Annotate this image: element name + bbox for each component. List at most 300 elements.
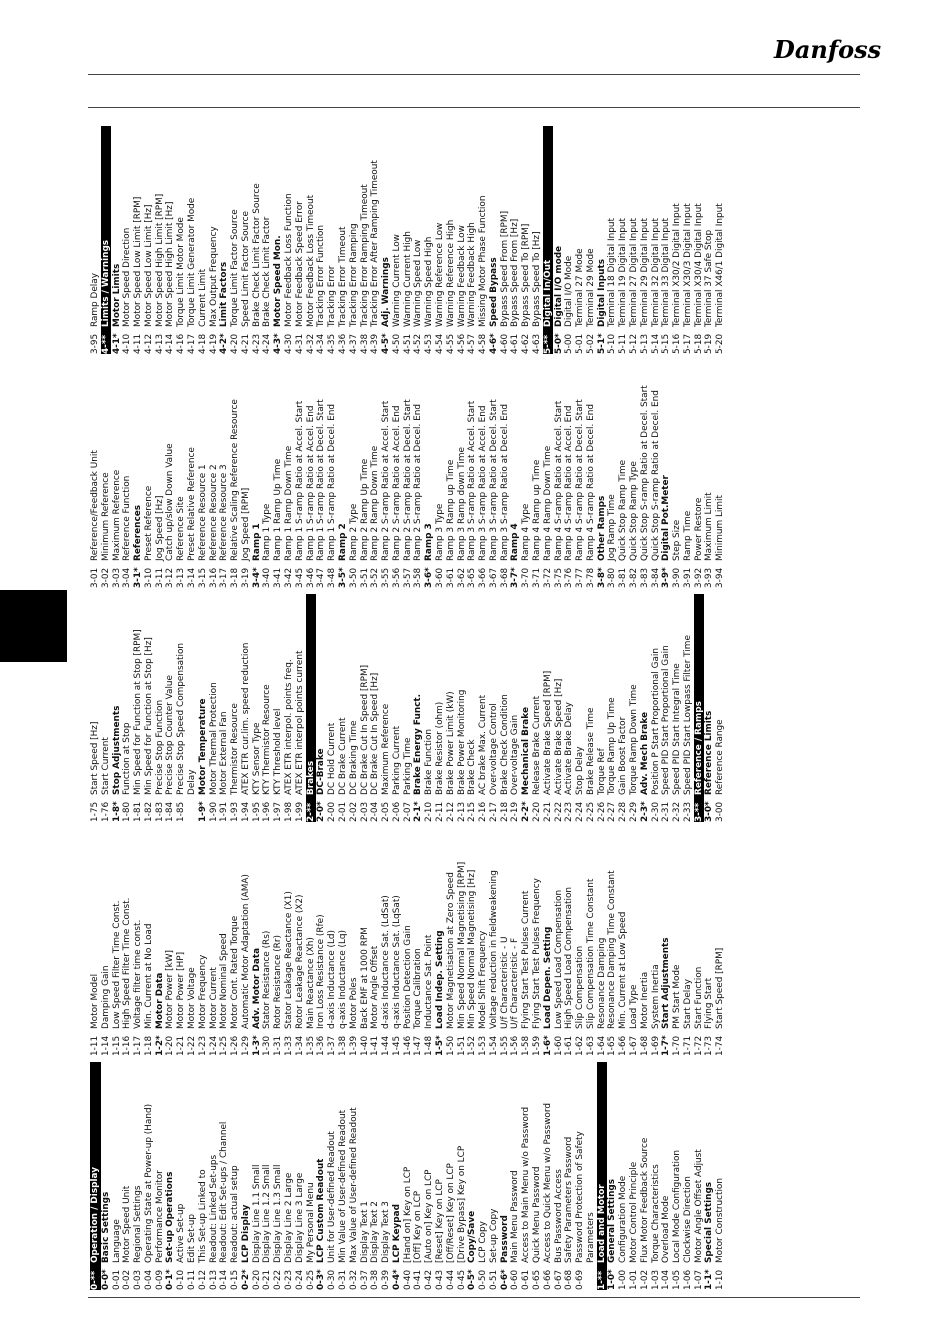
parameter-row [618,594,629,822]
parameter-number: 2-20 [531,801,542,822]
parameter-name: Position P Start Proportional Gain [650,648,661,795]
parameter-number: 3-65 [467,567,478,588]
parameter-row [209,126,220,354]
parameter-row [564,126,575,354]
parameter-number: 5-12 [629,333,639,354]
parameter-number: 3-02 [100,567,111,588]
parameter-name: Brake Check Limit Factor [262,216,273,327]
parameter-name: Resonance Damping Time Constant [607,870,618,1029]
parameter-row [629,828,640,1056]
parameter-number: 5-00 [564,333,575,354]
parameter-number: 3-83 [639,567,650,588]
parameter-row [133,594,144,822]
parameter-name: Edit Set-up [187,1213,198,1263]
parameter-number: 1-52 [467,1035,478,1056]
parameter-name: Motor Speed High Limit [RPM] [154,193,165,327]
parameter-name: Rotor Leakage Reactance (X2) [294,894,305,1029]
parameter-number: 1-30 [262,1035,273,1056]
parameter-name: Display Line 3 Large [294,1172,305,1263]
parameter-number: 0-14 [219,1269,230,1290]
parameter-name: Motor Poles [348,977,359,1029]
parameter-name: Quick Stop S-ramp Ratio at Decel. End [650,390,661,561]
parameter-number: 1-98 [284,801,295,822]
parameter-row [187,594,198,822]
parameter-row [694,360,705,588]
parameter-row [295,594,306,822]
parameter-number: 1-90 [208,801,219,822]
parameter-number: 4-1* [111,333,122,354]
parameter-number: 3-93 [704,567,715,588]
parameter-row [273,360,284,588]
parameter-number: 2-16 [478,801,489,822]
parameter-row [694,1062,705,1290]
parameter-row [122,828,133,1056]
parameter-name: Motor Frequency [197,954,208,1029]
parameter-row [715,828,726,1056]
parameter-name: Quick Stop Ramp Type [629,461,639,561]
parameter-list-table [90,120,860,1290]
parameter-number: 1-34 [294,1035,305,1056]
parameter-name: Terminal X30/2 Digital Input [672,203,683,327]
parameter-number: 1-0* [607,1269,618,1290]
parameter-row [586,594,597,822]
parameter-name: Terminal 27 Mode [575,248,586,327]
parameter-name: Quick Stop S-ramp Ratio at Decel. Start [639,385,650,561]
parameter-name: Terminal 32 Digital Input [650,217,661,327]
parameter-row [241,594,252,822]
parameter-number: 4-50 [391,333,402,354]
parameter-name: Brake Energy Funct. [413,693,424,795]
parameter-column-4 [90,358,860,588]
parameter-row [629,126,640,354]
parameter-name: Ramp 4 S-ramp Ratio at Accel. End [564,405,575,561]
parameter-row [187,360,198,588]
parameter-row [521,126,532,354]
parameter-row [457,828,468,1056]
parameter-name: Minimum Limit [715,495,726,561]
parameter-name: Slip Compensation [575,945,586,1029]
parameter-number: 3-9* [661,567,672,588]
parameter-number: 0-24 [294,1269,305,1290]
parameter-number: 0-10 [176,1269,187,1290]
parameter-row [284,360,295,588]
parameter-number: 0-03 [133,1269,144,1290]
parameter-name: Quick Stop Ramp Time [618,459,629,561]
subgroup-header-row [241,1062,252,1290]
parameter-number: 1-15 [111,1035,122,1056]
parameter-row [112,828,123,1056]
parameter-number: 1-37 [327,1035,338,1056]
parameter-number: 1-48 [424,1035,435,1056]
parameter-number: 1-23 [197,1035,208,1056]
parameter-name: Jog Ramp Time [607,494,618,561]
parameter-row [122,1062,133,1290]
chapter-tab [0,590,67,662]
parameter-row [122,126,133,354]
parameter-number: 3-8* [596,567,607,588]
parameter-name: Parking Time [402,737,413,795]
parameter-number: 1-96 [262,801,273,822]
parameter-number: 3-** [693,802,704,822]
parameter-number: 0-37 [359,1269,370,1290]
parameter-number: 1-55 [499,1035,510,1056]
parameter-number: 1-51 [456,1035,467,1056]
subgroup-header-row [413,594,424,822]
parameter-row [564,1062,575,1290]
parameter-name: Brake Check Condition [499,694,510,795]
parameter-row [575,360,586,588]
parameter-number: 3-95 [90,333,100,354]
parameter-row [112,360,123,588]
parameter-row [90,594,101,822]
parameter-row [295,828,306,1056]
parameter-name: Jog Speed [RPM] [240,487,251,561]
parameter-number: 1-35 [305,1035,316,1056]
parameter-row [554,594,565,822]
parameter-number: 2-28 [618,801,629,822]
parameter-row [403,828,414,1056]
parameter-row [155,126,166,354]
parameter-name: Motor Speed Mon. [273,235,284,327]
subgroup-header-row [500,1062,511,1290]
parameter-number: 3-41 [273,567,284,588]
parameter-name: Min Speed for Function at Stop [Hz] [143,637,154,795]
parameter-row [510,126,521,354]
parameter-number: 2-19 [510,801,521,822]
parameter-number: 1-9* [197,801,208,822]
parameter-name: Local Mode Configuration [672,1149,683,1263]
parameter-row [198,828,209,1056]
parameter-name: System Inertia [650,964,661,1029]
parameter-number: 2-29 [629,801,639,822]
parameter-row [101,828,112,1056]
parameter-name: Language [111,1219,122,1263]
parameter-row [327,126,338,354]
parameter-number: 0-41 [413,1269,424,1290]
parameter-number: 3-61 [445,567,456,588]
parameter-name: Torque Ref [596,748,607,795]
parameter-number: 1-84 [165,801,176,822]
parameter-number: 1-64 [596,1035,607,1056]
parameter-name: Ramp 1 S-ramp Ratio at Decel. End [327,404,338,561]
parameter-row [273,828,284,1056]
parameter-name: Start Speed [Hz] [90,721,100,795]
parameter-row [209,594,220,822]
parameter-name: Warning Reference Low [434,222,445,327]
parameter-number: 5-1* [596,333,607,354]
parameter-number: 3-76 [564,567,575,588]
parameter-number: 3-78 [585,567,596,588]
parameter-name: [Reset] Key on LCP [434,1179,445,1263]
parameter-row [306,828,317,1056]
parameter-number: 4-62 [521,333,532,354]
parameter-number: 3-81 [618,567,629,588]
parameter-name: Parking Current [391,725,402,795]
parameter-row [90,126,101,354]
parameter-row [295,1062,306,1290]
parameter-row [230,828,241,1056]
parameter-name: Delay [187,769,198,795]
parameter-name: Function at Stop [122,722,133,795]
parameter-number: 1-26 [230,1035,241,1056]
parameter-name: Digital In/Out [542,259,553,327]
parameter-row [370,594,381,822]
parameter-name: Ramp 1 Ramp Down Time [284,445,295,561]
parameter-number: 1-39 [348,1035,359,1056]
parameter-name: Bus Password Access [553,1169,564,1263]
parameter-number: 1-95 [251,801,262,822]
parameter-name: Min. Current at No Load [143,923,154,1029]
parameter-name: Start Delay [682,979,693,1029]
parameter-number: 5-13 [639,333,650,354]
parameter-number: 1-71 [682,1035,693,1056]
parameter-name: Terminal X30/3 Digital Input [682,203,693,327]
parameter-row [446,594,457,822]
subgroup-header-row [661,360,672,588]
parameter-row [607,126,618,354]
parameter-row [144,360,155,588]
parameter-number: 2-32 [672,801,683,822]
parameter-name: Reference Site [176,496,187,561]
parameter-number: 4-10 [122,333,133,354]
parameter-row [338,594,349,822]
parameter-name: Main Reactance (Xh) [305,937,316,1029]
parameter-row [629,1062,640,1290]
parameter-row [230,126,241,354]
parameter-name: Start Adjustments [661,937,672,1029]
parameter-number: 1-33 [284,1035,295,1056]
parameter-number: 0-40 [402,1269,413,1290]
parameter-number: 2-03 [359,801,370,822]
parameter-row [316,360,327,588]
parameter-name: Ramp 2 S-ramp Ratio at Decel. End [413,404,424,561]
parameter-number: 5-15 [661,333,672,354]
parameter-row [403,360,414,588]
parameter-name: Warning Current Low [391,234,402,327]
parameter-row [133,828,144,1056]
parameter-number: 0-61 [521,1269,532,1290]
parameter-row [252,594,263,822]
parameter-number: 4-61 [510,333,521,354]
parameter-row [230,594,241,822]
parameter-name: Readout: Linked Set-ups [208,1154,219,1263]
parameter-number: 0-11 [187,1269,198,1290]
parameter-name: Terminal X30/4 Digital Input [693,203,704,327]
parameter-name: Terminal 27 Digital Input [629,217,639,327]
parameter-row [176,594,187,822]
parameter-name: Active Set-up [176,1203,187,1263]
parameter-name: Speed PID Start Proportional Gain [661,645,672,795]
parameter-row [241,126,252,354]
parameter-row [640,126,651,354]
parameter-name: Motor Temperature [197,698,208,795]
parameter-name: Digital Inputs [596,259,607,327]
subgroup-header-row [640,594,651,822]
danfoss-logo [770,22,882,72]
parameter-number: 4-17 [187,333,198,354]
parameter-name: Password Protection of Safety [575,1131,586,1263]
parameter-name: Ramp 4 Ramp up Time [531,459,542,561]
parameter-name: Copy/Save [467,1210,478,1263]
parameter-row [521,828,532,1056]
parameter-row [618,1062,629,1290]
parameter-row [446,828,457,1056]
parameter-number: 1-11 [90,1035,100,1056]
parameter-number: 3-17 [219,567,230,588]
parameter-number: 2-0* [316,801,327,822]
parameter-name: Regional Settings [133,1185,144,1263]
parameter-row [360,126,371,354]
parameter-number: 2-1* [413,801,424,822]
subgroup-header-row [435,828,446,1056]
parameter-row [446,1062,457,1290]
parameter-name: KTY Threshold level [273,708,284,795]
parameter-row [219,594,230,822]
parameter-row [457,594,468,822]
parameter-name: Flux Motor Feedback Source [639,1137,650,1263]
parameter-name: Password [499,1215,510,1263]
parameter-number: 3-51 [359,567,370,588]
parameter-name: Speed PID Start Lowpass Filter Time [682,635,693,795]
parameter-row [478,594,489,822]
parameter-row [413,360,424,588]
parameter-row [349,1062,360,1290]
parameter-name: Motor Model [90,973,100,1029]
parameter-name: Torque Ramp Up Time [607,697,618,795]
parameter-name: Tracking Error After Ramping Timeout [370,160,381,327]
parameter-number: 5-18 [693,333,704,354]
parameter-name: Basic Settings [100,1191,111,1263]
subgroup-header-row [597,126,608,354]
parameter-row [704,126,715,354]
parameter-row [219,828,230,1056]
parameter-number: 3-68 [499,567,510,588]
parameter-row [90,360,101,588]
group-header-row [101,126,112,354]
parameter-row [575,1062,586,1290]
subgroup-header-row [133,360,144,588]
parameter-name: LCP Keypad [391,1204,402,1263]
parameter-number: 1-18 [143,1035,154,1056]
parameter-number: 1-00 [618,1269,629,1290]
parameter-row [327,1062,338,1290]
parameter-row [101,594,112,822]
parameter-name: Low Speed Filter Time Const. [111,900,122,1029]
parameter-row [424,1062,435,1290]
parameter-number: 1-67 [629,1035,639,1056]
parameter-name: ATEX ETR interpol points current [294,650,305,795]
parameter-row [144,594,155,822]
parameter-name: [Drive Bypass] Key on LCP [456,1145,467,1263]
parameter-name: Configuration Mode [618,1175,629,1263]
parameter-number: 3-45 [294,567,305,588]
parameter-number: 2-23 [564,801,575,822]
parameter-number: 1-72 [693,1035,704,1056]
parameter-number: 2-27 [607,801,618,822]
parameter-row [176,360,187,588]
subgroup-header-row [467,1062,478,1290]
parameter-name: Ramp 3 Ramp up Time [445,459,456,561]
parameter-row [715,594,726,822]
parameter-row [273,1062,284,1290]
parameter-number: 1-14 [100,1035,111,1056]
parameter-row [252,126,263,354]
parameter-name: Motor Construction [715,1178,726,1263]
parameter-row [90,828,101,1056]
parameter-number: 5-** [542,334,553,354]
parameter-name: Warning Speed High [424,236,435,327]
parameter-number: 1-99 [294,801,305,822]
parameter-name: Display Line 1.3 Small [273,1164,284,1263]
parameter-number: 2-00 [327,801,338,822]
group-header-row [694,594,705,822]
subgroup-header-row [252,828,263,1056]
parameter-name: Motor Magnetisation at Zero Speed [445,872,456,1029]
parameter-row [532,594,543,822]
parameter-name: Motor Angle Offset Adjust [693,1149,704,1263]
subgroup-header-row [165,1062,176,1290]
parameter-name: Bypass Speed From [Hz] [510,218,521,327]
parameter-name: Ramp 3 S-ramp Ratio at Decel. End [499,404,510,561]
parameter-row [316,126,327,354]
subgroup-header-row [489,126,500,354]
parameter-name: Access to Main Menu w/o Password [521,1106,532,1263]
parameter-row [510,828,521,1056]
parameter-number: 4-23 [251,333,262,354]
parameter-name: Mechanical Brake [521,707,532,795]
parameter-number: 3-46 [305,567,316,588]
subgroup-header-row [316,594,327,822]
parameter-number: 3-84 [650,567,661,588]
parameter-name: PM Start Mode [672,964,683,1029]
parameter-row [133,126,144,354]
parameter-name: Motor Data [154,972,165,1029]
parameter-number: 1-81 [133,801,144,822]
parameter-name: Minimum Reference [100,472,111,561]
parameter-number: 0-42 [424,1269,435,1290]
parameter-name: Operation / Display [90,1167,100,1263]
parameter-row [651,1062,662,1290]
parameter-number: 4-55 [445,333,456,354]
subgroup-header-row [607,1062,618,1290]
parameter-name: Voltage filter time const. [133,919,144,1029]
parameter-name: Ramp 2 Ramp Up Time [359,458,370,561]
parameter-name: Thermistor Resource [230,703,241,795]
parameter-name: Limit Factors [219,261,230,327]
parameter-name: Torque Ramp Down Time [629,684,639,795]
parameter-name: DC Brake Cut In Speed [Hz] [370,672,381,795]
parameter-number: 3-48 [327,567,338,588]
parameter-row [672,360,683,588]
parameter-name: Start Speed [RPM] [715,947,726,1029]
parameter-name: DC Hold Current [327,722,338,795]
parameter-name: Bypass Speed To [Hz] [531,231,542,327]
parameter-row [467,360,478,588]
parameter-name: Ramp 3 S-ramp Ratio at Accel. End [478,405,489,561]
parameter-number: 0-22 [273,1269,284,1290]
parameter-number: 1-04 [661,1269,672,1290]
parameter-number: 1-82 [143,801,154,822]
parameter-number: 2-2* [521,801,532,822]
parameter-row [478,1062,489,1290]
parameter-name: Ramp 3 S-ramp Ratio at Accel. Start [467,400,478,561]
parameter-row [327,594,338,822]
parameter-row [672,1062,683,1290]
parameter-name: Torque Limit Generator Mode [187,197,198,327]
subgroup-header-row [510,360,521,588]
parameter-name: Automatic Motor Adaptation (AMA) [240,874,251,1029]
parameter-number: 5-0* [553,333,564,354]
